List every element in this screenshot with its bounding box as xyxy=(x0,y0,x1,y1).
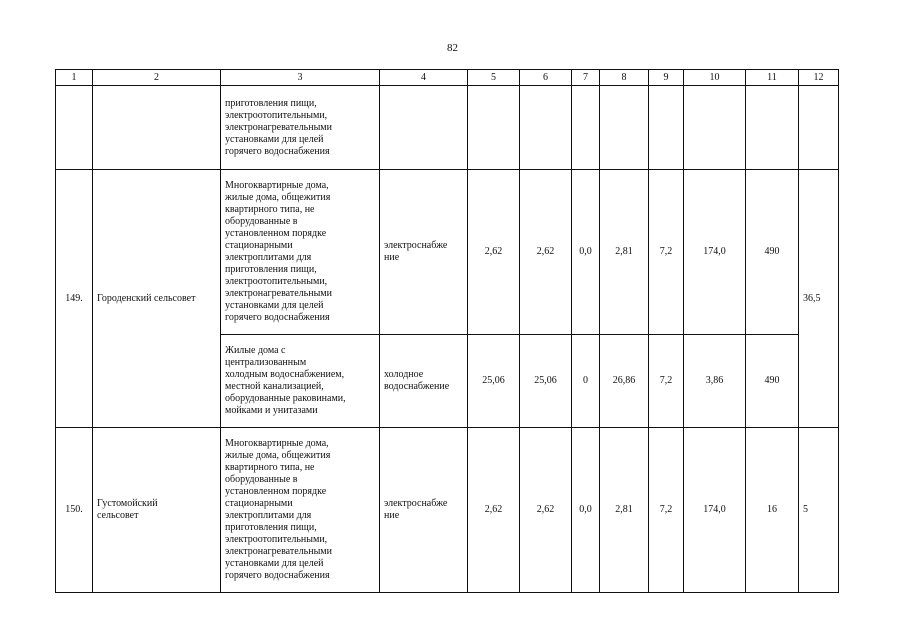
page-number: 82 xyxy=(447,42,458,54)
continuation-row xyxy=(56,86,839,170)
value-cell: 7,2 xyxy=(649,335,684,428)
utility-type: электроснабже ние xyxy=(380,428,468,593)
column-number-row xyxy=(56,70,839,86)
tariff-table xyxy=(55,69,839,593)
value-cell: 7,2 xyxy=(649,170,684,335)
value-cell: 2,81 xyxy=(600,428,649,593)
column-header: 4 xyxy=(380,70,468,86)
value-cell: 36,5 xyxy=(799,170,839,428)
column-header: 5 xyxy=(468,70,520,86)
column-header: 12 xyxy=(799,70,839,86)
utility-type: холодное водоснабжение xyxy=(380,335,468,428)
consumer-description: Многоквартирные дома, жилые дома, общежития квартирного типа, не оборудованные в установленном порядке стационарными электроплитами для приготовления пищи, электроотопительными, электронагревательными установками для целей горячего водоснабжения xyxy=(221,170,380,335)
row-number: 150. xyxy=(56,428,93,593)
column-header: 1 xyxy=(56,70,93,86)
column-header: 2 xyxy=(93,70,221,86)
cell-empty xyxy=(600,86,649,170)
cell-empty xyxy=(649,86,684,170)
value-cell: 490 xyxy=(746,170,799,335)
column-header: 7 xyxy=(572,70,600,86)
value-cell: 490 xyxy=(746,335,799,428)
row-number: 149. xyxy=(56,170,93,428)
value-cell: 7,2 xyxy=(649,428,684,593)
value-cell: 2,62 xyxy=(468,428,520,593)
value-cell: 25,06 xyxy=(468,335,520,428)
value-cell: 0 xyxy=(572,335,600,428)
continuation-description: приготовления пищи, электроотопительными, электронагревательными установками для целей горячего водоснабжения xyxy=(221,86,380,170)
value-cell: 3,86 xyxy=(684,335,746,428)
value-cell: 0,0 xyxy=(572,170,600,335)
column-header: 11 xyxy=(746,70,799,86)
column-header: 3 xyxy=(221,70,380,86)
consumer-description: Многоквартирные дома, жилые дома, общежития квартирного типа, не оборудованные в установленном порядке стационарными электроплитами для приготовления пищи, электроотопительными, электронагревательными установками для целей горячего водоснабжения xyxy=(221,428,380,593)
value-cell: 5 xyxy=(799,428,839,593)
settlement-name: Густомойский сельсовет xyxy=(93,428,221,593)
value-cell: 2,62 xyxy=(520,170,572,335)
cell-empty xyxy=(56,86,93,170)
cell-empty xyxy=(684,86,746,170)
utility-type: электроснабже ние xyxy=(380,170,468,335)
value-cell: 16 xyxy=(746,428,799,593)
cell-empty xyxy=(572,86,600,170)
column-header: 6 xyxy=(520,70,572,86)
value-cell: 2,62 xyxy=(468,170,520,335)
column-header: 10 xyxy=(684,70,746,86)
value-cell: 174,0 xyxy=(684,170,746,335)
value-cell: 2,62 xyxy=(520,428,572,593)
value-cell: 2,81 xyxy=(600,170,649,335)
value-cell: 174,0 xyxy=(684,428,746,593)
cell-empty xyxy=(520,86,572,170)
value-cell: 25,06 xyxy=(520,335,572,428)
table-row xyxy=(56,170,839,335)
cell-empty xyxy=(468,86,520,170)
column-header: 9 xyxy=(649,70,684,86)
settlement-name: Городенский сельсовет xyxy=(93,170,221,428)
value-cell: 26,86 xyxy=(600,335,649,428)
cell-empty xyxy=(799,86,839,170)
table-row xyxy=(56,428,839,593)
cell-empty xyxy=(93,86,221,170)
cell-empty xyxy=(746,86,799,170)
value-cell: 0,0 xyxy=(572,428,600,593)
column-header: 8 xyxy=(600,70,649,86)
consumer-description: Жилые дома с централизованным холодным водоснабжением, местной канализацией, оборудованные раковинами, мойками и унитазами xyxy=(221,335,380,428)
cell-empty xyxy=(380,86,468,170)
